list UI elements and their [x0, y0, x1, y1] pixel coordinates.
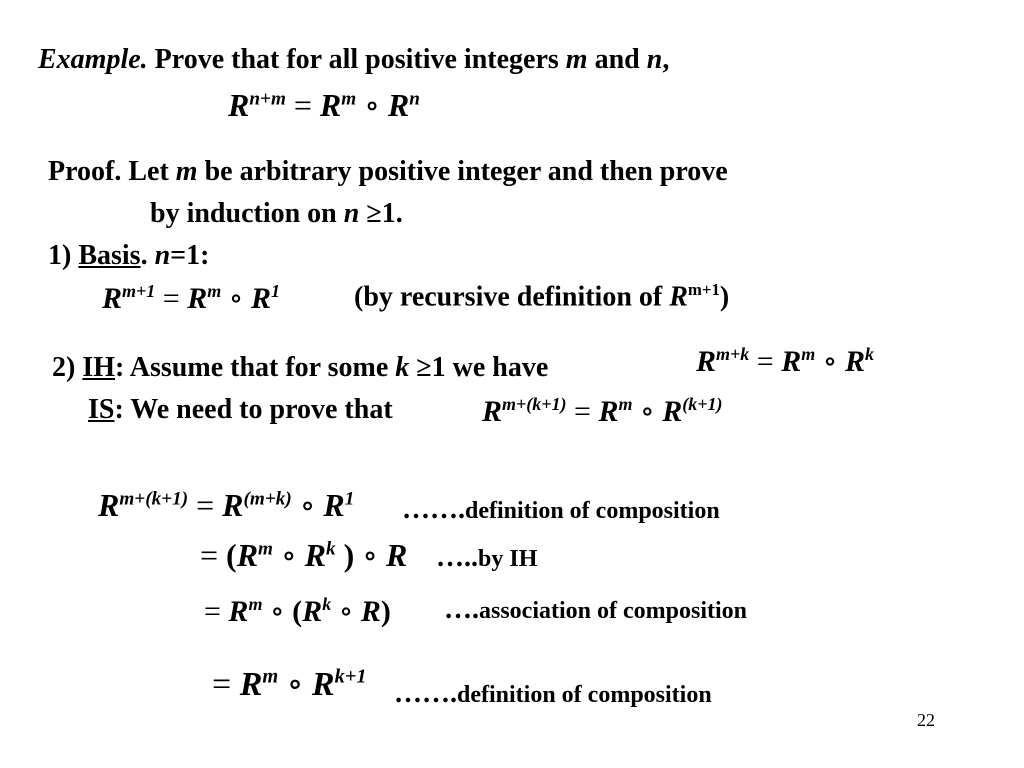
ih-line: 2) IH: Assume that for some k ≥1 we have — [52, 352, 549, 383]
page-number: 22 — [917, 710, 935, 730]
justification-1: …….definition of composition — [402, 494, 720, 525]
derivation-step-4: = $R^m$ ∘ $R^{k+1}$ — [212, 665, 367, 703]
is-equation: $R^{m+(k+1)} = R^m$ ∘ $R^{(k+1)}$ — [482, 394, 723, 428]
is-label: IS — [88, 394, 115, 425]
justification-4: …….definition of composition — [394, 678, 712, 709]
proof-line-2: by induction on n ≥1. — [150, 198, 403, 229]
example-statement — [38, 44, 669, 76]
basis-note: (by recursive definition of $R^{m+1}$) — [354, 280, 730, 313]
example-label: Example. — [38, 44, 148, 75]
proof-line-1: Proof. Let m be arbitrary positive integer and then prove — [48, 156, 728, 187]
justification-3: ….association of composition — [444, 594, 748, 625]
derivation-step-2: = ($R^m$ ∘ $R^k$ ) ∘ R — [200, 537, 408, 573]
basis-label: Basis — [78, 240, 141, 271]
derivation-step-1: $R^{m+(k+1)} = R^{(m+k)}$ ∘ $R^1$ — [98, 487, 355, 523]
derivation-step-3: = $R^m$ ∘ ($R^k$ ∘ R) — [204, 594, 391, 628]
justification-2: …..by IH — [436, 542, 538, 573]
basis-equation: $R^{m+1} = R^m$ ∘ $R^1$ — [102, 281, 280, 315]
basis-heading: 1) Basis. n=1: — [48, 240, 210, 271]
ih-label: IH — [82, 352, 116, 383]
var-m: m — [565, 44, 588, 75]
ih-equation: $R^{m+k} = R^m$ ∘ $R^k$ — [696, 344, 874, 378]
is-line: IS: We need to prove that — [88, 394, 393, 425]
and-word: and — [594, 44, 640, 75]
theorem-equation: $R^{n+m} = R^m$ ∘ $R^n$ — [228, 87, 420, 123]
var-n: n — [646, 44, 663, 75]
statement-text: Prove that for all positive integers — [154, 44, 559, 75]
comma: , — [662, 44, 670, 75]
